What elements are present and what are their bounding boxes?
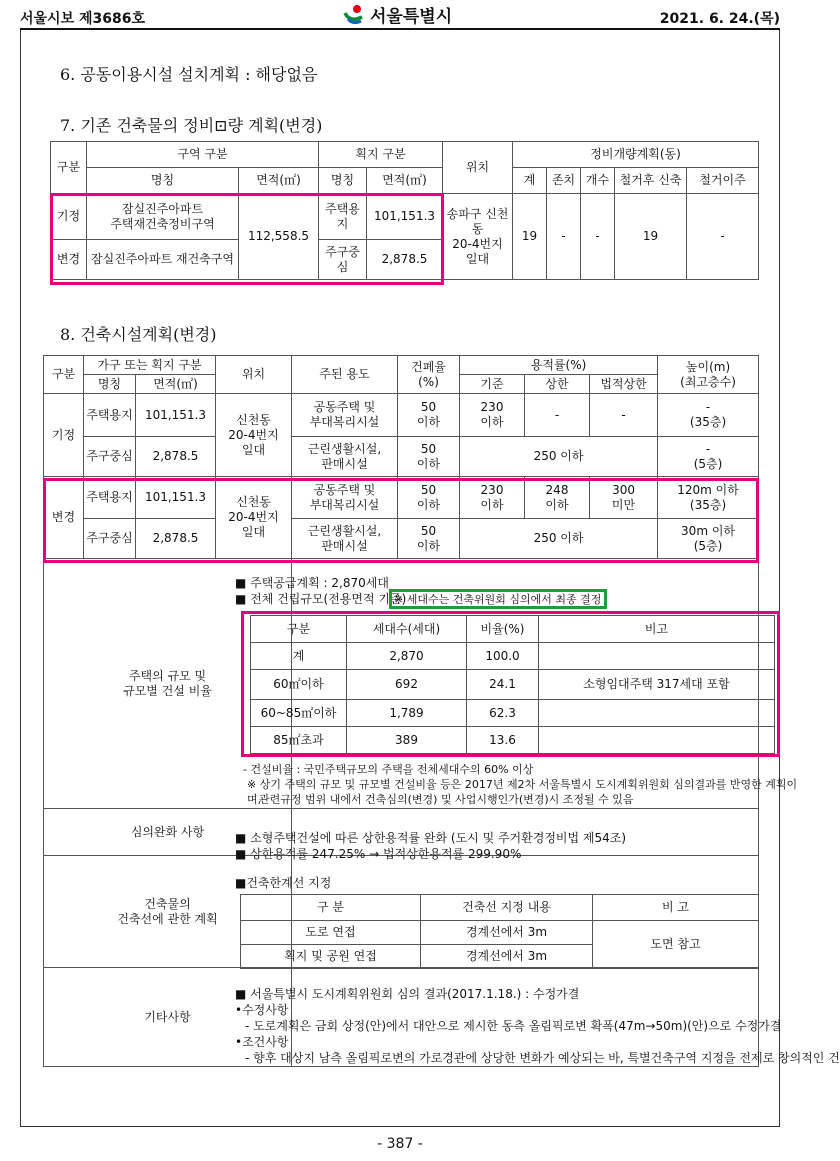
setback-r1-c0: 획지 및 공원 연접 [241, 945, 421, 969]
t8-r3-name: 주택용지 [84, 477, 136, 519]
setback-note: 도면 참고 [593, 921, 759, 969]
t8-r1-name: 주택용지 [84, 394, 136, 437]
relax-line1: ■ 소형주택건설에 따른 상한용적률 완화 (도시 및 주거환경정비법 제54조) [235, 831, 627, 845]
etc-line4: •조건사항 [235, 1035, 289, 1049]
t8-h-upper: 상한 [525, 375, 590, 394]
housing-r3-c0: 85㎡초과 [251, 727, 347, 754]
housing-col-3: 비고 [539, 616, 775, 643]
t8-r1-area: 101,151.3 [136, 394, 216, 437]
t8-r1-height: - (35층) [658, 394, 759, 437]
t7-h-lname: 명칭 [319, 168, 367, 194]
t8-h-bcr: 건폐율 (%) [398, 356, 460, 394]
housing-foot2: ※ 상기 주택의 규모 및 규모별 건설비율 등은 2017년 제2차 서울특별시 도시계획위원회 심의결과를 반영한 계획이며, [247, 778, 798, 806]
t8-r2-use: 근린생활시설, 판매시설 [292, 437, 398, 477]
t8-r2-name: 주구중심 [84, 437, 136, 477]
t7-r2-lname: 주구중심 [319, 240, 367, 280]
housing-line1: ■ 주택공급계획 : 2,870세대 [235, 576, 389, 590]
t8-r2-height: - (5층) [658, 437, 759, 477]
t8-r3-use: 공동주택 및 부대복리시설 [292, 477, 398, 519]
t7-h-gubun: 구분 [51, 142, 87, 194]
t8-g2: 변경 [44, 477, 84, 559]
housing-foot3: 관련규정 범위 내에서 건축심의(변경) 및 사업시행인가(변경)시 조정될 수 있음 [259, 793, 634, 806]
t7-r1-lname: 주택용지 [319, 194, 367, 240]
t8-r4-far: 250 이하 [460, 519, 658, 559]
etc-label: 기타사항 [44, 968, 292, 1067]
t7-h-lot: 획지 구분 [319, 142, 443, 168]
seoul-logo [342, 2, 452, 27]
t8-h-height: 높이(m) (최고층수) [658, 356, 759, 394]
t7-r2-larea: 2,878.5 [367, 240, 443, 280]
t7-r2-name: 잠실진주아파트 재건축구역 [87, 240, 239, 280]
housing-col-0: 구분 [251, 616, 347, 643]
t7-rebuild: 19 [615, 194, 687, 280]
t7-h-name: 명칭 [87, 168, 239, 194]
t8-r4-name: 주구중심 [84, 519, 136, 559]
housing-r3-c2: 13.6 [467, 727, 539, 754]
relax-line2: ■ 상한용적률 247.25% → 법적상한용적률 299.90% [235, 847, 522, 861]
t7-h-total: 계 [513, 168, 547, 194]
t8-h-base: 기준 [460, 375, 525, 394]
housing-r2-c3 [539, 700, 775, 727]
t7-h-zone: 구역 구분 [87, 142, 319, 168]
setback-col-1: 건축선 지정 내용 [421, 895, 593, 921]
housing-r0-c3 [539, 643, 775, 670]
housing-r1-c0: 60㎡이하 [251, 670, 347, 700]
t7-r1-gubun: 기정 [51, 194, 87, 240]
t8-r4-use: 근린생활시설, 판매시설 [292, 519, 398, 559]
t8-h-legal: 법적상한 [590, 375, 658, 394]
housing-r2-c0: 60~85㎡이하 [251, 700, 347, 727]
t8-r4-height: 30m 이하 (5층) [658, 519, 759, 559]
housing-line2: ■ 전체 건립규모(전용면적 기준) [235, 592, 407, 606]
section-8-title: 8. 건축시설계획(변경) [60, 325, 217, 344]
t8-h-name: 명칭 [84, 375, 136, 394]
t8-r4-bcr: 50 이하 [398, 519, 460, 559]
housing-label: 주택의 규모 및 규모별 건설 비율 [44, 559, 292, 809]
t7-h-plan: 정비개량계획(동) [513, 142, 759, 168]
housing-r3-c3 [539, 727, 775, 754]
etc-line1: ■ 서울특별시 도시계획위원회 심의 결과(2017.1.18.) : 수정가결 [235, 987, 580, 1001]
housing-col-2: 비율(%) [467, 616, 539, 643]
t8-h-far: 용적률(%) [460, 356, 658, 375]
relax-label: 심의완화 사항 [44, 809, 292, 856]
t7-r1-name: 잠실진주아파트 주택재건축정비구역 [87, 194, 239, 240]
setback-table [240, 894, 759, 969]
housing-col-1: 세대수(세대) [347, 616, 467, 643]
t7-h-keep: 존치 [547, 168, 581, 194]
housing-note: ※ 세대수는 건축위원회 심의에서 최종 결정 [394, 593, 602, 606]
setback-r0-c0: 도로 연접 [241, 921, 421, 945]
section-6-title: 6. 공동이용시설 설치계획 : 해당없음 [60, 65, 318, 84]
housing-r1-c3: 소형임대주택 317세대 포함 [539, 670, 775, 700]
t8-g1: 기정 [44, 394, 84, 477]
page-header [0, 0, 800, 34]
setback-label: 건축물의 건축선에 관한 계획 [44, 856, 292, 968]
t7-r2-gubun: 변경 [51, 240, 87, 280]
t7-area: 112,558.5 [239, 194, 319, 280]
t8-r4-area: 2,878.5 [136, 519, 216, 559]
t7-h-larea: 면적(㎡) [367, 168, 443, 194]
housing-r2-c1: 1,789 [347, 700, 467, 727]
housing-r0-c2: 100.0 [467, 643, 539, 670]
etc-line2: •수정사항 [235, 1003, 289, 1017]
etc-line5: - 향후 대상지 남측 올림픽로변의 가로경관에 상당한 변화가 예상되는 바, 특별건축구역 지정을 전제로 창의적인 건 [245, 1051, 840, 1065]
setback-col-0: 구 분 [241, 895, 421, 921]
page-number: - 387 - [377, 1136, 423, 1152]
setback-title: ■건축한계선 지정 [235, 876, 332, 890]
housing-r0-c1: 2,870 [347, 643, 467, 670]
setback-col-2: 비 고 [593, 895, 759, 921]
t8-r3-legal: 300 미만 [590, 477, 658, 519]
section-7-title: 7. 기존 건축물의 정비⊡량 계획(변경) [60, 116, 323, 135]
t7-repair: - [581, 194, 615, 280]
t8-r1-bcr: 50 이하 [398, 394, 460, 437]
t8-h-use: 주된 용도 [292, 356, 398, 394]
table-7 [50, 141, 759, 280]
bulletin-number: 서울시보 제3686호 [20, 11, 145, 27]
logo-text: 서울특별시 [370, 7, 453, 27]
housing-r0-c0: 계 [251, 643, 347, 670]
t7-keep: - [547, 194, 581, 280]
t8-r1-base: 230 이하 [460, 394, 525, 437]
t8-r2-bcr: 50 이하 [398, 437, 460, 477]
t8-h-loc: 위치 [216, 356, 292, 394]
t8-r3-bcr: 50 이하 [398, 477, 460, 519]
t8-r1-legal: - [590, 394, 658, 437]
t8-r2-area: 2,878.5 [136, 437, 216, 477]
t8-r1-use: 공동주택 및 부대복리시설 [292, 394, 398, 437]
t8-r3-area: 101,151.3 [136, 477, 216, 519]
housing-r2-c2: 62.3 [467, 700, 539, 727]
t7-move: - [687, 194, 759, 280]
t7-h-loc: 위치 [443, 142, 513, 194]
housing-r3-c1: 389 [347, 727, 467, 754]
setback-r0-c1: 경계선에서 3m [421, 921, 593, 945]
t8-r2-far: 250 이하 [460, 437, 658, 477]
t8-r3-base: 230 이하 [460, 477, 525, 519]
issue-date: 2021. 6. 24.(목) [659, 11, 780, 27]
t7-total: 19 [513, 194, 547, 280]
setback-r1-c1: 경계선에서 3m [421, 945, 593, 969]
housing-r1-c1: 692 [347, 670, 467, 700]
t8-r3-upper: 248 이하 [525, 477, 590, 519]
etc-line3: - 도로계획은 금회 상정(안)에서 대안으로 제시한 동측 올림픽로변 확폭(47m→50m)(안)으로 수정가결 [245, 1019, 782, 1033]
t7-loc: 송파구 신천동 20-4번지 일대 [443, 194, 513, 280]
housing-foot1: - 건설비율 : 국민주택규모의 주택을 전체세대수의 60% 이상 [243, 763, 534, 776]
t7-h-rebuild: 철거후 신축 [615, 168, 687, 194]
housing-table [250, 615, 775, 754]
t8-r3-height: 120m 이하 (35층) [658, 477, 759, 519]
t7-h-area: 면적(㎡) [239, 168, 319, 194]
t8-r1-upper: - [525, 394, 590, 437]
seoul-emblem-icon [342, 3, 366, 27]
t8-h-area: 면적(㎡) [136, 375, 216, 394]
housing-r1-c2: 24.1 [467, 670, 539, 700]
t8-g2-loc: 신천동 20-4번지 일대 [216, 477, 292, 559]
t8-h-lot: 가구 또는 획지 구분 [84, 356, 216, 375]
t8-g1-loc: 신천동 20-4번지 일대 [216, 394, 292, 477]
t7-h-repair: 개수 [581, 168, 615, 194]
t7-h-move: 철거이주 [687, 168, 759, 194]
t7-r1-larea: 101,151.3 [367, 194, 443, 240]
t8-h-gubun: 구분 [44, 356, 84, 394]
